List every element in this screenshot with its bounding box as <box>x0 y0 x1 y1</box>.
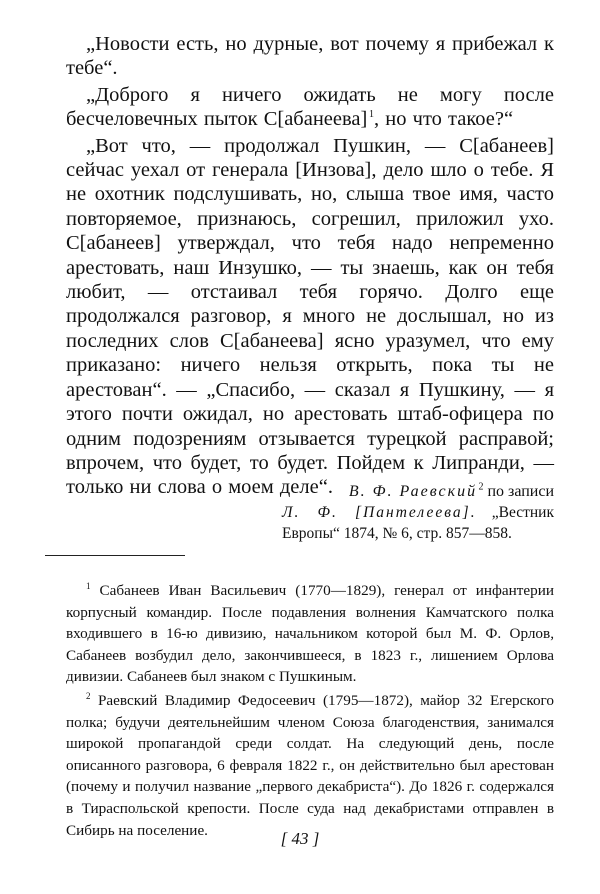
footnote-divider <box>45 555 185 556</box>
paragraph: „Новости есть, но дурные, вот почему я прибежал к тебе“. <box>66 33 554 80</box>
footnote: $^1$ Сабанеев Иван Васильевич (1770—1829), генерал от инфантерии корпусный командир. После подавления волнения Камчатского полка входившего в 16-ю дивизию, начальником которой был М. Ф. Орлов, Сабанеев возбудил дело, закончившееся, в 1823 г., лишением Орлова дивизии. Сабанеев был знаком с Пушкиным. <box>66 580 554 686</box>
footnote-ref[interactable]: 1 <box>369 109 375 121</box>
paragraph: „Вот что, — продолжал Пушкин, — С[абанеев] сейчас уехал от генерала [Инзова], дело шло о тебе. Я не охотник подслушивать, но, слыша твое имя, часто повторяемое, признаюсь, согрешил, приложил ухо. С[абанеев] утверждал, что тебя надо непременно арестовать, наш Инзушко, — ты знаешь, как он тебя любит, — отстаивал тебя горячо. Долго еще продолжался разговор, я много не дослышал, но из последних слов С[абанеева] ясно уразумел, что ему приказано: ничего нельзя открыть, пока ты не арестован“. — „Спасибо, — сказал я Пушкину, — я этого почти ожидал, но арестовать штаб-офицера по одним подозрениям отзывается турецкой расправой; впрочем, что будет, то будет. Пойдем к Липранди, — только ни слова о моем деле“. <box>66 134 554 499</box>
paragraph: „Доброго я ничего ожидать не могу после бесчеловечных пыток С[абанеева] $^1$, но что такое?“ <box>66 83 554 131</box>
footnotes <box>66 580 554 841</box>
footnote-mark: 2 <box>86 690 91 701</box>
footnote-ref[interactable]: 2 <box>478 481 484 493</box>
author-name: В. Ф. Раевский <box>348 483 478 500</box>
page-number: [ 43 ] <box>280 829 320 848</box>
recorder-name: Л. Ф. [Пантелеева]. <box>282 504 477 521</box>
footnote-mark: 1 <box>86 580 91 591</box>
main-text <box>66 32 554 500</box>
attribution <box>282 481 554 544</box>
source-ref: „Вестник Европы“ 1874, № 6, стр. 857—858. <box>282 504 555 542</box>
by-text: по записи <box>487 483 554 500</box>
footnote: $^2$ Раевский Владимир Федосеевич (1795—1872), майор 32 Егерского полка; будучи деятельнейшим членом Союза благоденствия, занимался широкой пропагандой среди солдат. На следующий день, после описанного разговора, 6 февраля 1822 г., он действительно был арестован (почему и получил название „первого декабриста“). До 1826 г. содержался в Тираспольской крепости. После суда над декабристами отправлен в Сибирь на поселение. <box>66 690 555 839</box>
